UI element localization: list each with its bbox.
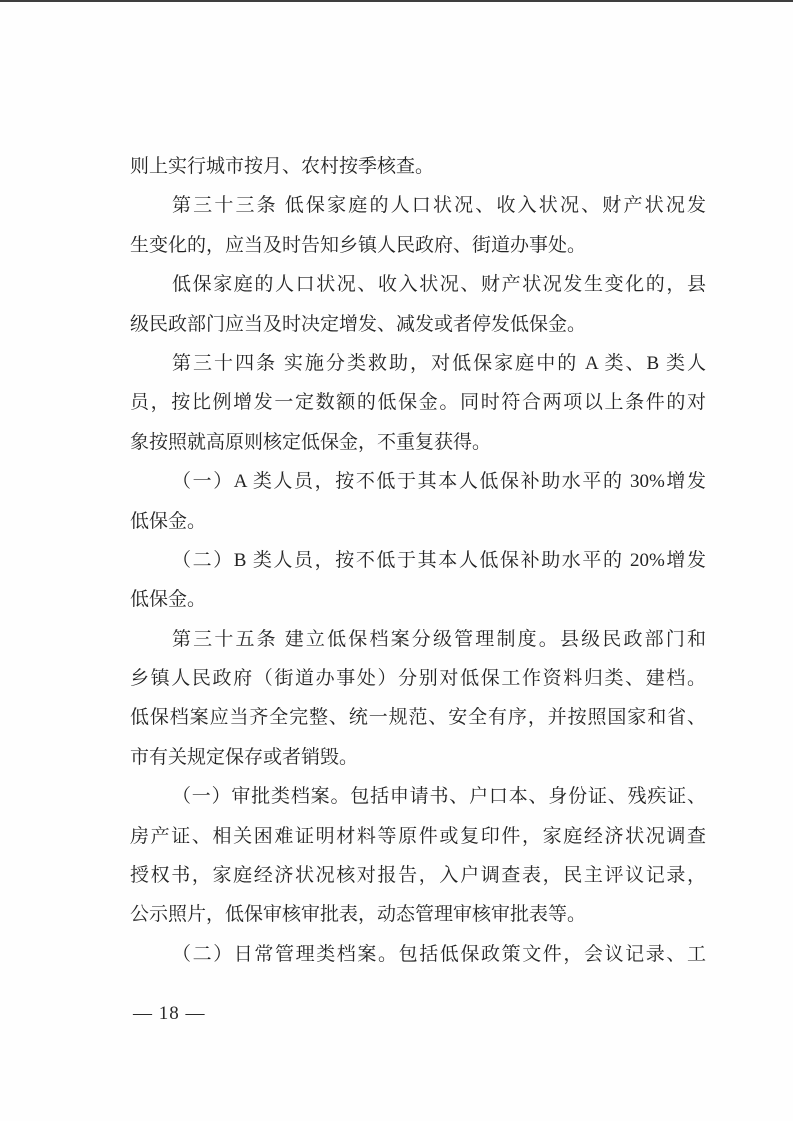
text-line: 第三十五条 建立低保档案分级管理制度。县级民政部门和 <box>172 628 706 650</box>
text-line: 员，按比例增发一定数额的低保金。同时符合两项以上条件的对 <box>130 392 706 414</box>
text-line: 级民政部门应当及时决定增发、减发或者停发低保金。 <box>130 313 587 335</box>
page-number: — 18 — <box>133 1003 206 1024</box>
text-line: 公示照片，低保审核审批表，动态管理审核审批表等。 <box>130 904 587 926</box>
text-line: 授权书，家庭经济状况核对报告，入户调查表，民主评议记录， <box>130 865 706 887</box>
text-line: 低保档案应当齐全完整、统一规范、安全有序，并按照国家和省、 <box>130 707 706 729</box>
text-line: 市有关规定保存或者销毁。 <box>130 746 359 768</box>
text-line: （一）审批类档案。包括申请书、户口本、身份证、残疾证、 <box>172 786 706 808</box>
text-line: 象按照就高原则核定低保金，不重复获得。 <box>130 431 492 453</box>
scan-edge-artifact <box>0 0 793 2</box>
text-line: （二）日常管理类档案。包括低保政策文件，会议记录、工 <box>172 943 706 965</box>
text-line: 低保家庭的人口状况、收入状况、财产状况发生变化的，县 <box>172 274 706 296</box>
text-line: 乡镇人民政府（街道办事处）分别对低保工作资料归类、建档。 <box>130 668 706 690</box>
text-column <box>130 147 706 974</box>
text-line: （一）A 类人员，按不低于其本人低保补助水平的 30%增发 <box>172 471 706 493</box>
text-line: 生变化的，应当及时告知乡镇人民政府、街道办事处。 <box>130 234 587 256</box>
text-line: 则上实行城市按月、农村按季核查。 <box>130 156 435 177</box>
text-line: 第三十三条 低保家庭的人口状况、收入状况、财产状况发 <box>172 195 706 217</box>
text-line: 房产证、相关困难证明材料等原件或复印件，家庭经济状况调查 <box>130 825 706 847</box>
text-line: 第三十四条 实施分类救助，对低保家庭中的 A 类、B 类人 <box>172 352 706 374</box>
text-line: （二）B 类人员，按不低于其本人低保补助水平的 20%增发 <box>172 549 706 571</box>
text-line: 低保金。 <box>130 510 207 532</box>
text-line: 低保金。 <box>130 589 207 611</box>
